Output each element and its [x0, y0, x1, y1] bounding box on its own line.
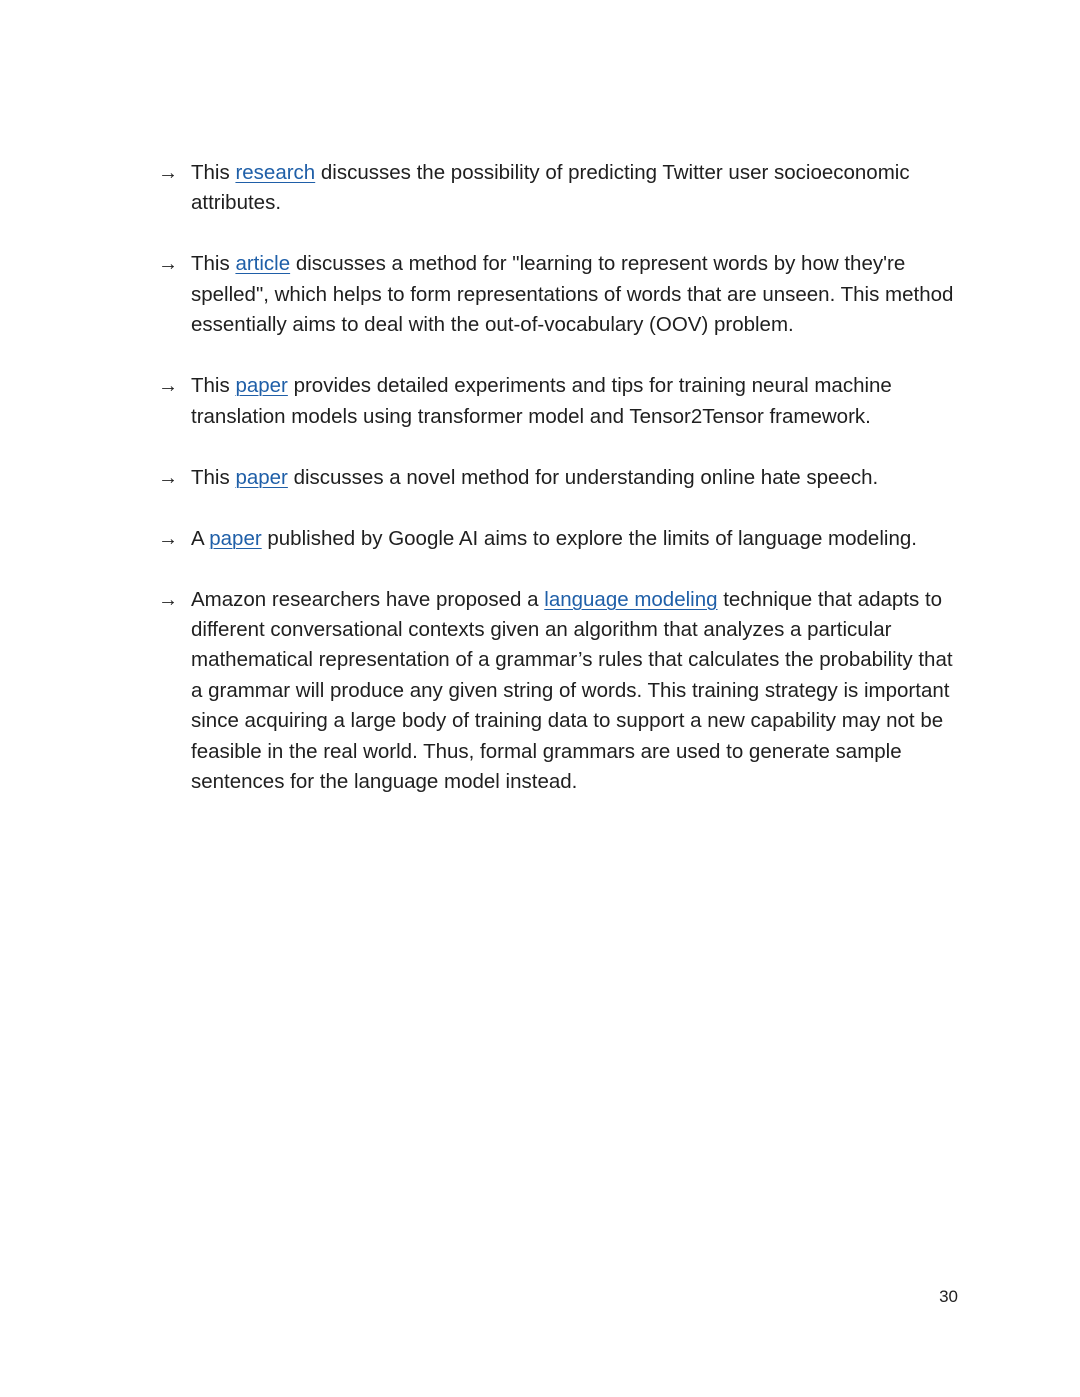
- bullet-item-article: [158, 249, 958, 340]
- language-modeling-link[interactable]: language modeling: [544, 587, 718, 611]
- bullet-text-after: published by Google AI aims to explore the limits of language modeling.: [261, 526, 917, 550]
- bullet-text-after: technique that adapts to different conversational contexts given an algorithm that analyzes a particular mathematical representation of a grammar’s rules that calculates the probability that a grammar will produce any given string of words. This training strategy is important since acquiring a large body of training data to support a new capability may not be feasible in the real world. Thus, formal grammars are used to generate sample sentences for the language model instead.: [191, 587, 953, 794]
- bullet-list: [158, 158, 958, 828]
- bullet-text-before: This: [191, 465, 236, 489]
- bullet-text-before: This: [191, 161, 236, 184]
- bullet-text-before: This: [191, 252, 236, 276]
- arrow-icon: →: [158, 466, 178, 489]
- arrow-icon: →: [158, 162, 178, 184]
- paper-link[interactable]: paper: [209, 526, 262, 550]
- bullet-item-nmt-paper: [158, 371, 958, 432]
- arrow-icon: →: [158, 527, 178, 550]
- arrow-icon: →: [158, 375, 178, 398]
- bullet-item-research: [158, 158, 958, 219]
- bullet-text-after: discusses the possibility of predicting Twitter user socioeconomic attributes.: [191, 161, 910, 215]
- paper-link[interactable]: paper: [235, 374, 288, 398]
- bullet-item-google-paper: [158, 524, 958, 554]
- article-link[interactable]: article: [235, 252, 291, 276]
- bullet-item-amazon: [158, 585, 958, 798]
- bullet-text-after: provides detailed experiments and tips for training neural machine translation models using transformer model and Tensor2Tensor framework.: [191, 374, 892, 428]
- bullet-text-after: discusses a novel method for understanding online hate speech.: [287, 465, 879, 489]
- bullet-text-before: Amazon researchers have proposed a: [191, 587, 545, 611]
- research-link[interactable]: research: [235, 161, 316, 184]
- bullet-text-after: discusses a method for "learning to represent words by how they're spelled", which helps to form representations of words that are unseen. This method essentially aims to deal with the out-of-vocabulary (OOV) problem.: [191, 252, 954, 337]
- paper-link[interactable]: paper: [235, 465, 288, 489]
- bullet-text-before: This: [191, 374, 236, 398]
- bullet-item-hate-speech-paper: [158, 463, 958, 493]
- arrow-icon: →: [158, 253, 178, 276]
- bullet-text-before: A: [191, 526, 210, 550]
- arrow-icon: →: [158, 588, 178, 611]
- page-number: 30: [939, 1287, 958, 1306]
